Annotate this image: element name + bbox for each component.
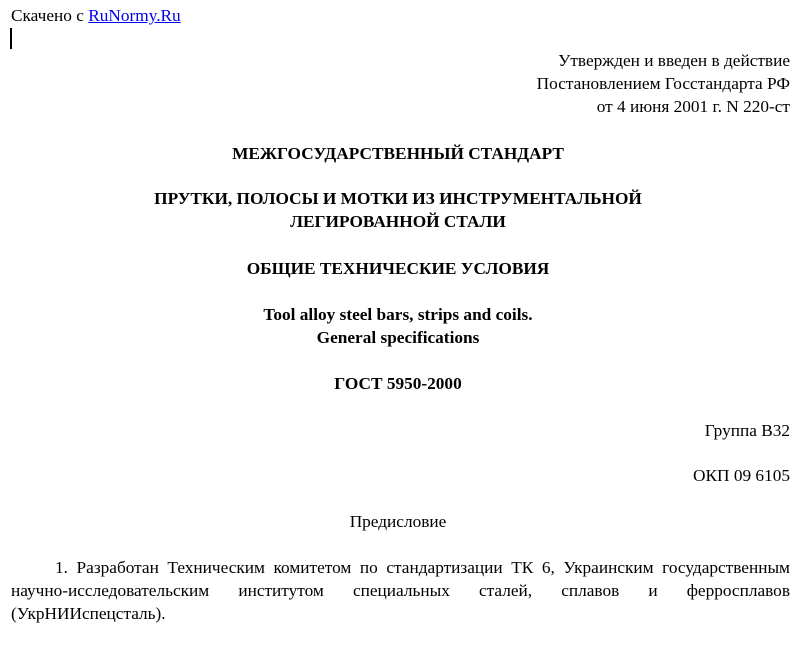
standard-type-heading: МЕЖГОСУДАРСТВЕННЫЙ СТАНДАРТ <box>232 144 564 163</box>
standard-subtitle: ОБЩИЕ ТЕХНИЧЕСКИЕ УСЛОВИЯ <box>246 259 550 278</box>
approval-line-2: Постановлением Госстандарта РФ <box>536 74 790 93</box>
standard-title-line-2: ЛЕГИРОВАННОЙ СТАЛИ <box>290 212 506 231</box>
approval-line-3: от 4 июня 2001 г. N 220-ст <box>596 97 790 116</box>
runormy-link[interactable]: RuNormy.Ru <box>88 6 181 25</box>
approval-line-1: Утвержден и введен в действие <box>558 51 790 70</box>
preface-item-1: 1. Разработан Техническим комитетом по стандартизации ТК 6, Украинским государственным научно-исследовательским институтом специальных сталей, сплавов и ферросплавов (УкрНИИспецсталь). <box>11 558 790 623</box>
standard-designation: ГОСТ 5950-2000 <box>334 374 462 393</box>
preface-heading: Предисловие <box>349 512 447 531</box>
standard-title-line-1: ПРУТКИ, ПОЛОСЫ И МОТКИ ИЗ ИНСТРУМЕНТАЛЬНОЙ <box>154 189 642 208</box>
english-title-line-1: Tool alloy steel bars, strips and coils. <box>263 305 533 324</box>
group-code: Группа В32 <box>704 421 790 440</box>
text-cursor <box>10 28 12 49</box>
okp-code: ОКП 09 6105 <box>693 466 790 485</box>
download-prefix: Скачено с <box>11 6 89 25</box>
download-source-line <box>11 5 181 27</box>
english-title-line-2: General specifications <box>316 328 480 347</box>
